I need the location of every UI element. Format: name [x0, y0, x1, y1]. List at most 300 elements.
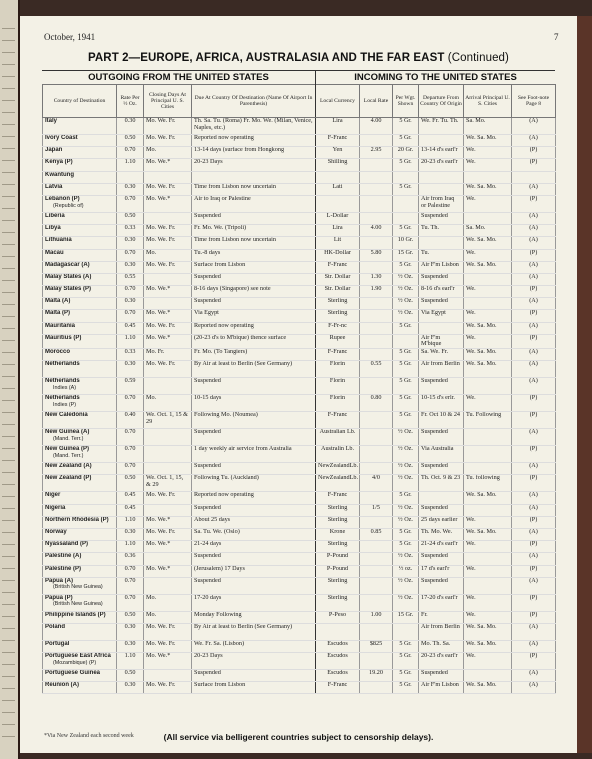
cell-footnote: (A) [512, 504, 556, 516]
country-name: Macau [45, 249, 64, 256]
country-name: New Guinea (A) [45, 429, 90, 436]
country-subtitle: (British New Guinea) [53, 584, 103, 591]
cell-departure: Th. Mo. We. [419, 528, 464, 540]
cell-local-currency: F-Fr-nc [316, 322, 360, 334]
cell-departure: Via Australia [419, 446, 464, 463]
table-row [43, 237, 556, 249]
cell-local-currency: Australin Lb. [316, 446, 360, 463]
table-header-row [43, 85, 556, 118]
table-row [43, 171, 556, 183]
cell-per-weight: ½ Oz. [393, 553, 419, 565]
country-name: Liberia [45, 212, 65, 219]
cell-rate: 0.70 [117, 577, 144, 594]
cell-due-at: (20-23 d's to M'bique) thence surface [192, 334, 316, 348]
binding-tick [2, 292, 15, 293]
cell-per-weight: 5 Gr. [393, 361, 419, 378]
cell-rate: 0.30 [117, 298, 144, 310]
cell-local-rate [360, 212, 393, 224]
cell-due-at: Monday Following [192, 611, 316, 623]
binding-strip [0, 0, 20, 759]
cell-arrival [464, 463, 512, 475]
cell-arrival [464, 212, 512, 224]
cell-rate: 0.30 [117, 623, 144, 640]
cell-local-rate [360, 135, 393, 147]
cell-footnote: (A) [512, 349, 556, 361]
binding-tick [2, 616, 15, 617]
cell-arrival: We. Sa. Mo. [464, 322, 512, 334]
country-name: Morocco [45, 349, 71, 355]
cell-departure: Suspended [419, 670, 464, 682]
cell-closing-days: Mo. We.* [144, 286, 192, 298]
binding-tick [2, 232, 15, 233]
cell-due-at: Fr. Mo. We. (Tripoli) [192, 225, 316, 237]
cell-departure: 17-20 d's earl'r [419, 594, 464, 611]
cell-country [43, 541, 117, 553]
binding-tick [2, 544, 15, 545]
table-row [43, 212, 556, 224]
cell-departure: Via Egypt [419, 310, 464, 322]
cell-country [43, 492, 117, 504]
country-subtitle: (Republic of) [53, 202, 84, 209]
cell-local-currency [316, 623, 360, 640]
cell-per-weight: 5 Gr. [393, 261, 419, 273]
cell-local-rate [360, 541, 393, 553]
country-name: Papua (P) [45, 594, 73, 601]
table-row [43, 623, 556, 640]
cell-closing-days [144, 171, 192, 183]
cell-departure [419, 492, 464, 504]
country-name: Lebanon (P) [45, 195, 80, 202]
cell-local-currency: Sterling [316, 516, 360, 528]
cell-arrival: We. Sa. Mo. [464, 261, 512, 273]
cell-due-at: Suspended [192, 212, 316, 224]
cell-rate: 0.59 [117, 378, 144, 395]
cell-departure: Mo. Th. Sa. [419, 640, 464, 652]
cell-closing-days: Mo. We.* [144, 334, 192, 348]
binding-tick [2, 664, 15, 665]
cell-local-currency: F-Franc [316, 261, 360, 273]
binding-tick [2, 496, 15, 497]
cell-footnote: (P) [512, 286, 556, 298]
table-row [43, 682, 556, 694]
cell-local-currency: Str. Dollar [316, 286, 360, 298]
cell-per-weight: 5 Gr. [393, 492, 419, 504]
binding-tick [2, 460, 15, 461]
binding-tick [2, 244, 15, 245]
binding-tick [2, 652, 15, 653]
cell-arrival [464, 504, 512, 516]
cell-footnote: (P) [512, 334, 556, 348]
country-name: Niger [45, 492, 61, 499]
country-name: Portuguese East Africa [45, 653, 111, 660]
cell-local-currency: Escudos [316, 640, 360, 652]
cell-departure [419, 171, 464, 183]
cell-local-currency: HK-Dollar [316, 249, 360, 261]
cell-rate: 1.10 [117, 653, 144, 670]
cell-local-currency: NewZealandLb. [316, 463, 360, 475]
cell-due-at: Via Egypt [192, 310, 316, 322]
section-outgoing: OUTGOING FROM THE UNITED STATES [42, 70, 316, 85]
cell-departure: Tu. Th. [419, 225, 464, 237]
cell-departure: Suspended [419, 378, 464, 395]
cell-rate: 0.70 [117, 463, 144, 475]
cell-local-currency: F-Franc [316, 349, 360, 361]
cell-per-weight: 5 Gr. [393, 541, 419, 553]
cell-country [43, 463, 117, 475]
binding-tick [2, 352, 15, 353]
cell-footnote: (A) [512, 225, 556, 237]
cell-arrival [464, 446, 512, 463]
cell-per-weight [393, 171, 419, 183]
cell-arrival [464, 670, 512, 682]
page-title-main: PART 2—EUROPE, AFRICA, AUSTRALASIA AND THE FAR EAST [87, 52, 445, 64]
cell-per-weight: ½ Oz. [393, 429, 419, 446]
cell-per-weight: 5 Gr. [393, 118, 419, 135]
binding-tick [2, 316, 15, 317]
cell-rate: 0.70 [117, 395, 144, 412]
cell-rate: 0.70 [117, 249, 144, 261]
cell-closing-days: We. Oct. 1, 15, & 29 [144, 475, 192, 492]
cell-departure: Suspended [419, 577, 464, 594]
cell-per-weight: 5 Gr. [393, 183, 419, 195]
cell-rate: 0.50 [117, 670, 144, 682]
cell-local-currency: Sterling [316, 577, 360, 594]
cell-closing-days [144, 298, 192, 310]
cell-departure: 13-14 d's earl'r [419, 147, 464, 159]
cell-closing-days [144, 670, 192, 682]
binding-tick [2, 172, 15, 173]
cell-due-at: Suspended [192, 273, 316, 285]
country-name: Nigeria [45, 504, 66, 511]
page-date: October, 1941 [44, 32, 96, 42]
cell-country [43, 516, 117, 528]
cell-per-weight: ½ Oz. [393, 286, 419, 298]
binding-tick [2, 88, 15, 89]
cell-local-rate: 2.95 [360, 147, 393, 159]
cell-per-weight [393, 195, 419, 212]
cell-local-rate [360, 492, 393, 504]
cell-closing-days: We. Oct. 1, 15 & 29 [144, 412, 192, 429]
footnote: *Via New Zealand each second week [44, 733, 134, 739]
cell-local-rate [360, 195, 393, 212]
binding-tick [2, 640, 15, 641]
table-row [43, 463, 556, 475]
cell-rate: 0.30 [117, 640, 144, 652]
binding-tick [2, 424, 15, 425]
cell-local-currency [316, 195, 360, 212]
country-subtitle: (British New Guinea) [53, 601, 103, 608]
table-row [43, 528, 556, 540]
cell-closing-days: Mo. We.* [144, 541, 192, 553]
binding-tick [2, 28, 15, 29]
cell-arrival: We. [464, 565, 512, 577]
country-name: Portuguese Guinea [45, 670, 101, 677]
country-name: New Zealand (A) [45, 463, 92, 470]
cell-departure: Suspended [419, 553, 464, 565]
cell-due-at: Air to Iraq or Palestine [192, 195, 316, 212]
table-row [43, 249, 556, 261]
country-name: New Caledonia [45, 412, 88, 419]
cell-country [43, 237, 117, 249]
cell-departure: Suspended [419, 212, 464, 224]
cell-local-rate [360, 463, 393, 475]
country-name: Philippine Islands (P) [45, 611, 106, 618]
table-row [43, 273, 556, 285]
binding-tick [2, 64, 15, 65]
cell-due-at [192, 171, 316, 183]
binding-tick [2, 112, 15, 113]
binding-tick [2, 400, 15, 401]
binding-tick [2, 160, 15, 161]
table-row [43, 334, 556, 348]
cell-rate: 0.30 [117, 361, 144, 378]
table-row [43, 298, 556, 310]
country-name: Netherlands [45, 361, 80, 368]
binding-tick [2, 556, 15, 557]
cell-local-currency: Sterling [316, 594, 360, 611]
country-subtitle: (Mand. Terr.) [53, 435, 84, 442]
cell-rate [117, 171, 144, 183]
cell-rate: 0.55 [117, 273, 144, 285]
cell-due-at: 10-15 days [192, 395, 316, 412]
cell-rate: 0.70 [117, 286, 144, 298]
cell-country [43, 349, 117, 361]
binding-tick [2, 520, 15, 521]
cell-footnote: (A) [512, 237, 556, 249]
cell-footnote: (A) [512, 273, 556, 285]
cell-arrival: We. Sa. Mo. [464, 183, 512, 195]
cell-per-weight: 5 Gr. [393, 682, 419, 694]
binding-tick [2, 196, 15, 197]
cell-local-rate: 4/0 [360, 475, 393, 492]
cell-footnote: (P) [512, 395, 556, 412]
country-name: Malay States (P) [45, 286, 92, 293]
cell-closing-days: Mo. We.* [144, 310, 192, 322]
table-row [43, 412, 556, 429]
country-name: Malay States (A) [45, 273, 92, 280]
col-local-rate: Local Rate [360, 85, 393, 118]
cell-closing-days: Mo. We. Fr. [144, 135, 192, 147]
cell-rate: 1.10 [117, 334, 144, 348]
cell-country [43, 577, 117, 594]
cell-footnote: (P) [512, 147, 556, 159]
cell-closing-days [144, 212, 192, 224]
cell-due-at: Sa. Tu. We. (Oslo) [192, 528, 316, 540]
cell-local-currency: Florin [316, 361, 360, 378]
binding-tick [2, 184, 15, 185]
cell-local-currency: P-Pound [316, 553, 360, 565]
cell-due-at: Time from Lisbon now uncertain [192, 183, 316, 195]
cell-arrival: We. [464, 147, 512, 159]
cell-local-currency: Lira [316, 225, 360, 237]
binding-tick [2, 412, 15, 413]
cell-country [43, 212, 117, 224]
cell-per-weight [393, 623, 419, 640]
binding-tick [2, 676, 15, 677]
col-closing-days: Closing Days At Principal U. S. Cities [144, 85, 192, 118]
binding-tick [2, 532, 15, 533]
cell-per-weight: 20 Gr. [393, 147, 419, 159]
table-row [43, 475, 556, 492]
country-name: Palestine (P) [45, 565, 82, 572]
cell-rate: 0.50 [117, 611, 144, 623]
binding-tick [2, 148, 15, 149]
binding-tick [2, 52, 15, 53]
country-name: Italy [45, 118, 58, 124]
cell-arrival: We. Sa. Mo. [464, 135, 512, 147]
cell-per-weight: 5 Gr. [393, 378, 419, 395]
cell-rate: 0.30 [117, 118, 144, 135]
country-name: Malta (P) [45, 310, 71, 317]
cell-departure: Air from Iraq or Palestine [419, 195, 464, 212]
cell-due-at: 21-24 days [192, 541, 316, 553]
cell-arrival: We. [464, 653, 512, 670]
cell-arrival: We. [464, 395, 512, 412]
cell-departure: 20-23 d's earl'r [419, 159, 464, 171]
cell-country [43, 623, 117, 640]
binding-tick [2, 364, 15, 365]
cell-arrival: We. [464, 611, 512, 623]
page [20, 16, 577, 753]
cell-arrival: We. Sa. Mo. [464, 237, 512, 249]
binding-tick [2, 700, 15, 701]
cell-rate: 0.70 [117, 195, 144, 212]
cell-country [43, 395, 117, 412]
cell-arrival: We. Sa. Mo. [464, 349, 512, 361]
cell-footnote: (P) [512, 412, 556, 429]
cell-departure: 20-23 d's earl'r [419, 653, 464, 670]
cell-arrival [464, 273, 512, 285]
table-row [43, 516, 556, 528]
cell-per-weight: 10 Gr. [393, 237, 419, 249]
cell-departure: Air F'm Lisbon [419, 682, 464, 694]
cell-due-at: Surface from Lisbon [192, 261, 316, 273]
cell-country [43, 361, 117, 378]
country-subtitle: Indies (P) [53, 401, 77, 408]
cell-country [43, 298, 117, 310]
cell-local-currency: Lit [316, 237, 360, 249]
table-row [43, 310, 556, 322]
country-subtitle: (Mozambique) (P) [53, 659, 97, 666]
col-footnote: See Foot-note Page 8 [512, 85, 556, 118]
table-row [43, 504, 556, 516]
cell-footnote: (P) [512, 653, 556, 670]
cell-due-at: We. Fr. Sa. (Lisbon) [192, 640, 316, 652]
cell-country [43, 412, 117, 429]
cell-local-rate: 5.80 [360, 249, 393, 261]
table-row [43, 195, 556, 212]
cell-local-currency: Rupee [316, 334, 360, 348]
cell-local-currency: Sterling [316, 298, 360, 310]
cell-footnote: (P) [512, 446, 556, 463]
country-name: Japan [45, 147, 63, 154]
cell-closing-days: Mo. We. Fr. [144, 237, 192, 249]
cell-due-at: Fr. Mo. (To Tangiers) [192, 349, 316, 361]
cell-closing-days: Mo. We.* [144, 195, 192, 212]
country-name: Palestine (A) [45, 553, 82, 560]
binding-tick [2, 688, 15, 689]
cell-local-currency: F-Franc [316, 682, 360, 694]
cell-closing-days [144, 553, 192, 565]
cell-departure: 25 days earlier [419, 516, 464, 528]
section-incoming: INCOMING TO THE UNITED STATES [316, 70, 555, 85]
cell-closing-days: Mo. We. Fr. [144, 528, 192, 540]
cell-local-currency: Florin [316, 378, 360, 395]
table-row [43, 541, 556, 553]
cell-local-rate [360, 261, 393, 273]
cell-per-weight: 5 Gr. [393, 322, 419, 334]
binding-tick [2, 280, 15, 281]
cell-due-at: By Air at least to Berlin (See Germany) [192, 623, 316, 640]
cell-local-rate: 1.00 [360, 611, 393, 623]
cell-due-at: Suspended [192, 298, 316, 310]
cell-due-at: Reported now operating [192, 492, 316, 504]
cell-country [43, 286, 117, 298]
cell-closing-days: Mo. [144, 249, 192, 261]
cell-local-rate [360, 310, 393, 322]
cell-local-currency: Krone [316, 528, 360, 540]
table-row [43, 118, 556, 135]
cell-country [43, 565, 117, 577]
cell-closing-days: Mo. We. Fr. [144, 623, 192, 640]
cell-per-weight: 5 Gr. [393, 412, 419, 429]
cell-per-weight: 15 Gr. [393, 611, 419, 623]
cell-footnote: (P) [512, 159, 556, 171]
cell-arrival: Sa. Mo. [464, 118, 512, 135]
col-due-at: Due At Country Of Destination (Name Of Airport In Parenthesis) [192, 85, 316, 118]
cell-per-weight [393, 212, 419, 224]
cell-footnote: (A) [512, 528, 556, 540]
cell-local-rate [360, 412, 393, 429]
cell-country [43, 135, 117, 147]
cell-footnote: (P) [512, 475, 556, 492]
cell-rate: 0.50 [117, 475, 144, 492]
table-row [43, 653, 556, 670]
cell-closing-days [144, 463, 192, 475]
cell-country [43, 147, 117, 159]
cell-local-rate: 0.55 [360, 361, 393, 378]
country-subtitle: (Mand. Terr.) [53, 452, 84, 459]
air-mail-schedule-table [42, 84, 556, 694]
cell-arrival: We. [464, 286, 512, 298]
page-number: 7 [554, 32, 559, 42]
cell-per-weight: ½ Oz. [393, 577, 419, 594]
cell-footnote: (A) [512, 553, 556, 565]
cell-arrival: Tu. following [464, 475, 512, 492]
cell-rate: 0.36 [117, 553, 144, 565]
cell-closing-days: Mo. We.* [144, 516, 192, 528]
cell-due-at: By Air at least to Berlin (See Germany) [192, 361, 316, 378]
cell-footnote: (A) [512, 463, 556, 475]
cell-rate: 0.70 [117, 429, 144, 446]
cell-departure: Sa. We. Fr. [419, 349, 464, 361]
cell-per-weight: 5 Gr. [393, 670, 419, 682]
country-name: Northern Rhodesia (P) [45, 516, 109, 523]
cell-footnote: (P) [512, 516, 556, 528]
cell-per-weight: ½ Oz. [393, 298, 419, 310]
cell-closing-days: Mo. We. Fr. [144, 261, 192, 273]
table-row [43, 361, 556, 378]
cell-footnote: (A) [512, 577, 556, 594]
cell-local-rate [360, 623, 393, 640]
cell-local-rate [360, 516, 393, 528]
cell-per-weight: ½ Oz. [393, 516, 419, 528]
cell-rate: 0.45 [117, 322, 144, 334]
cell-local-rate: 0.80 [360, 395, 393, 412]
cell-due-at: Suspended [192, 463, 316, 475]
cell-local-currency: P-Pound [316, 565, 360, 577]
cell-arrival [464, 553, 512, 565]
